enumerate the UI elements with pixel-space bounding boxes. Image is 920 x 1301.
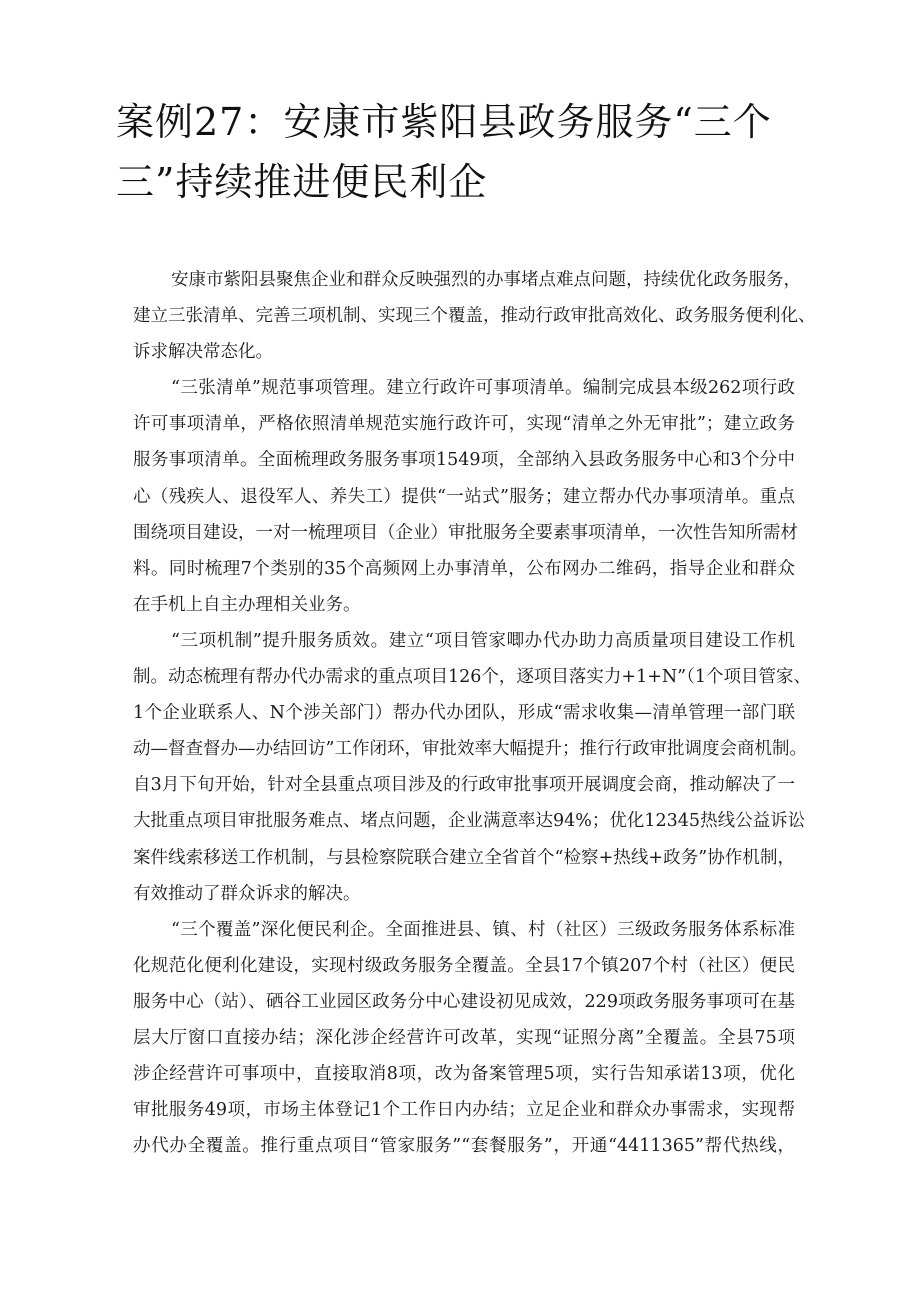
paragraph-line: “三项机制”提升服务质效。建立“项目管家唧办代办助力高质量项目建设工作机 bbox=[171, 630, 795, 651]
paragraph-line: 制。动态梳理有帮办代办需求的重点项目126个，逐项目落实力+1+N”（1个项目管家、 bbox=[133, 667, 812, 688]
paragraph-line: 服务中心（站）、硒谷工业园区政务分中心建设初见成效，229项政务服务事项可在基 bbox=[133, 991, 795, 1012]
paragraph-line: 化规范化便利化建设，实现村级政务服务全覆盖。全县17个镇207个村（社区）便民 bbox=[133, 955, 795, 976]
paragraph-line: 服务事项清单。全面梳理政务服务事项1549项，全部纳入县政务服务中心和3个分中 bbox=[133, 450, 795, 471]
paragraph-line: 围绕项目建设，一对一梳理项目（企业）审批服务全要素事项清单，一次性告知所需材 bbox=[133, 522, 798, 543]
document-body bbox=[133, 262, 816, 1164]
paragraph-line: 涉企经营许可事项中，直接取消8项，改为备案管理5项，实行告知承诺13项，优化 bbox=[133, 1064, 795, 1085]
paragraph-line: 办代办全覆盖。推行重点项目“管家服务”“套餐服务”，开通“4411365”帮代热线， bbox=[133, 1136, 795, 1157]
paragraph-line: 料。同时梳理7个类别的35个高频网上办事清单，公布网办二维码，指导企业和群众 bbox=[133, 558, 795, 579]
paragraph-line: 1个企业联系人、N个涉关部门）帮办代办团队，形成“需求收集—清单管理一部门联 bbox=[133, 703, 795, 724]
paragraph-line: 案件线索移送工作机制，与县检察院联合建立全省首个“检察+热线+政务”协作机制， bbox=[133, 847, 795, 868]
paragraph bbox=[133, 623, 812, 912]
paragraph-line: “三张清单”规范事项管理。建立行政许可事项清单。编制完成县本级262项行政 bbox=[171, 378, 795, 399]
paragraph-line: 在手机上自主办理相关业务。 bbox=[133, 594, 361, 615]
paragraph-line: 有效推动了群众诉求的解决。 bbox=[133, 883, 361, 904]
paragraph-line: 许可事项清单，严格依照清单规范实施行政许可，实现“清单之外无审批”；建立政务 bbox=[133, 414, 795, 435]
paragraph-line: 大批重点项目审批服务难点、堵点问题，企业满意率达94%；优化12345热线公益诉讼 bbox=[133, 811, 806, 832]
paragraph-line: 建立三张清单、完善三项机制、实现三个覆盖，推动行政审批高效化、政务服务便利化、 bbox=[133, 306, 816, 327]
title-line: 案例27：安康市紫阳县政务服务“三个 bbox=[116, 100, 772, 144]
paragraph-line: 自3月下旬开始，针对全县重点项目涉及的行政审批事项开展调度会商，推动解决了一 bbox=[133, 775, 795, 796]
paragraph-line: 审批服务49项，市场主体登记1个工作日内办结；立足企业和群众办事需求，实现帮 bbox=[133, 1100, 795, 1121]
paragraph-line: 层大厅窗口直接办结；深化涉企经营许可改革，实现“证照分离”全覆盖。全县75项 bbox=[133, 1027, 795, 1048]
paragraph bbox=[133, 370, 798, 623]
document-title bbox=[116, 92, 816, 212]
paragraph-line: 动—督查督办—办结回访”工作闭环，审批效率大幅提升；推行行政审批调度会商机制。 bbox=[133, 739, 807, 760]
paragraph-line: 心（残疾人、退役军人、养失工）提供“一站式”服务；建立帮办代办事项清单。重点 bbox=[133, 486, 795, 507]
paragraph bbox=[133, 262, 816, 370]
paragraph bbox=[133, 912, 795, 1165]
paragraph-line: “三个覆盖”深化便民利企。全面推进县、镇、村（社区）三级政务服务体系标准 bbox=[171, 919, 795, 940]
paragraph-line: 安康市紫阳县聚焦企业和群众反映强烈的办事堵点难点问题，持续优化政务服务， bbox=[171, 270, 801, 290]
paragraph-line: 诉求解决常态化。 bbox=[133, 342, 273, 363]
title-line: 三”持续推进便民利企 bbox=[116, 160, 488, 204]
